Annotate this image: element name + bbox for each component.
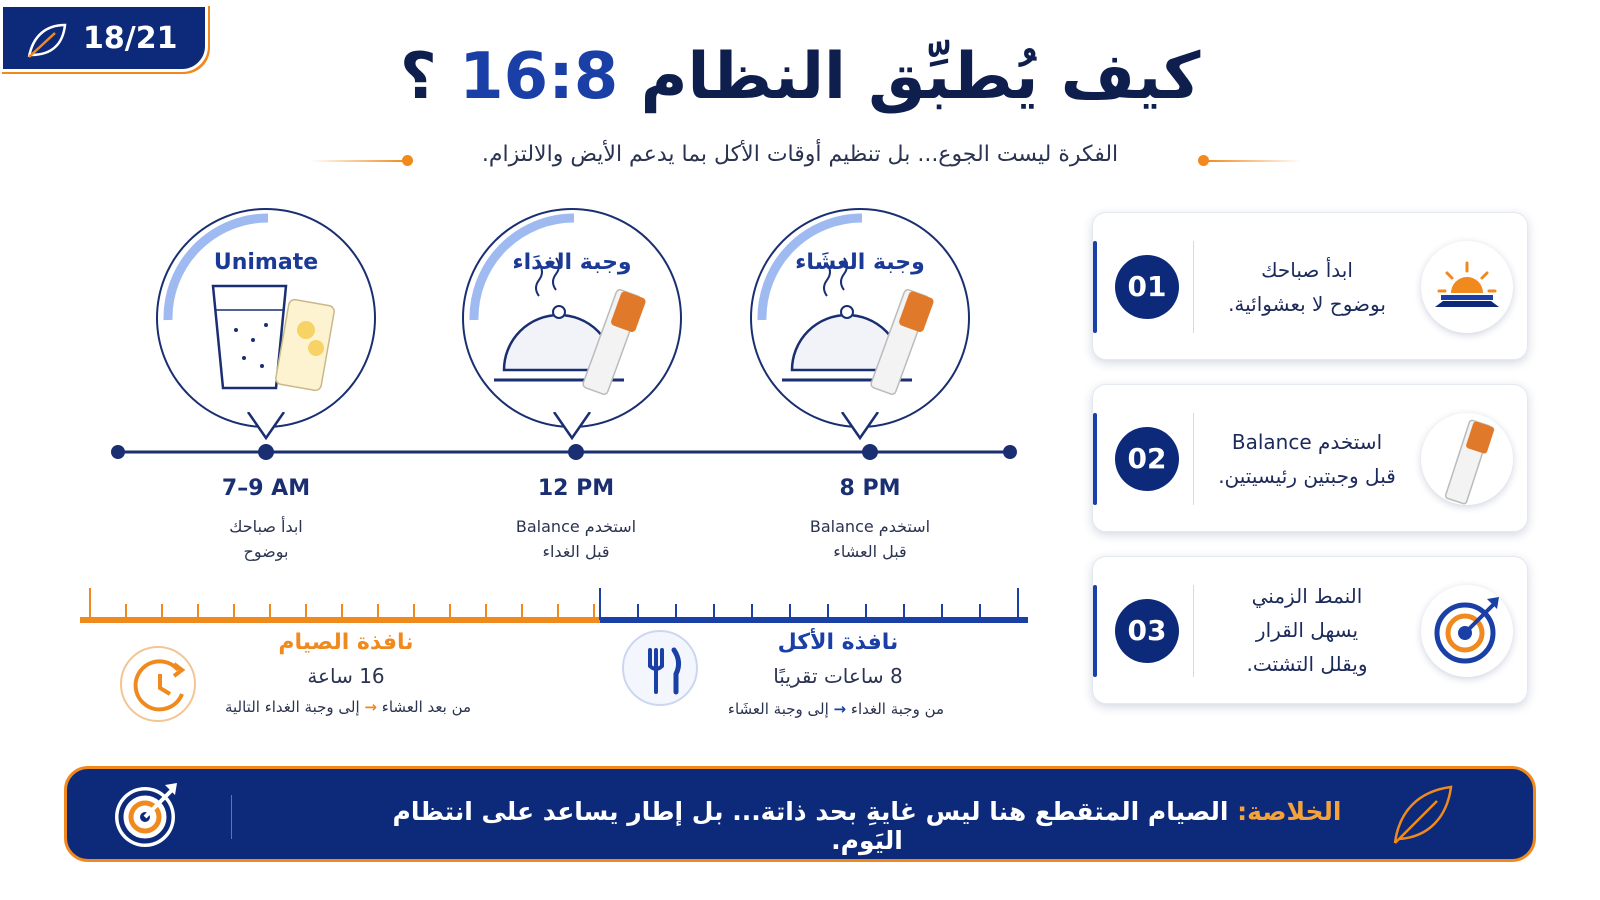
step-text-line1: ابدأ صباحك: [1261, 258, 1353, 282]
bubble-lunch-pointer: [552, 412, 592, 442]
summary-banner: [64, 766, 1536, 862]
timeline-end-dot: [1003, 445, 1017, 459]
step-text-line2: بوضوح لا بعشوائية.: [1228, 292, 1386, 316]
desc-morning-line2: بوضوح: [243, 542, 289, 561]
summary-text: [367, 797, 1367, 855]
bubble-morning: [156, 208, 376, 428]
bubble-dinner-title: وجبة العشَاء: [795, 250, 925, 275]
eating-window-duration: 8 ساعات تقريبًا: [773, 664, 903, 688]
subtitle-row: [0, 142, 1600, 167]
eating-window-icon-wrap: [622, 630, 698, 706]
step-text-line1: النمط الزمني: [1251, 584, 1363, 608]
banner-separator: [231, 795, 232, 839]
target-icon: [1421, 585, 1513, 677]
desc-morning-line1: ابدأ صباحك: [229, 517, 303, 536]
fasting-from: من بعد العشاء: [381, 698, 472, 716]
desc-dinner-line1: استخدم Balance: [809, 517, 931, 536]
fasting-arrow-icon: →: [364, 698, 377, 716]
step-text: [1201, 579, 1413, 681]
water-glass-icon: [213, 286, 286, 388]
step-icon-wrap: [1421, 413, 1513, 505]
step-divider: [1193, 413, 1194, 505]
step-text: [1201, 253, 1413, 321]
time-lunch: 12 PM: [537, 476, 615, 501]
subtitle: الفكرة ليست الجوع... بل تنظيم أوقات الأكل بما يدعم الأيض والالتزام.: [481, 142, 1119, 167]
bubble-lunch-title: وجبة الغدَاء: [512, 250, 632, 275]
step-text-line1: استخدم Balance: [1231, 430, 1383, 454]
step-divider: [1193, 241, 1194, 333]
title-main: كيف يُطبِّق النظام: [640, 40, 1201, 114]
bubble-dinner-pointer: [840, 412, 880, 442]
eating-window-note: [676, 700, 996, 718]
step-icon-wrap: [1421, 241, 1513, 333]
target-icon: [109, 777, 185, 853]
timeline-dot-morning: [258, 444, 274, 460]
summary-body: الصيام المتقطع هنا ليس غايةِ بحد ذاتة... بل إطار يساعد على انتظام اليَوم.: [392, 797, 1229, 855]
sunrise-icon: [1421, 241, 1513, 333]
page-number: 18/21: [83, 21, 178, 56]
step-number: 03: [1115, 599, 1179, 663]
clock-cycle-icon: [122, 648, 198, 724]
title-question-mark: ؟: [399, 40, 437, 114]
desc-lunch-line2: قبل الغداء: [542, 542, 610, 561]
desc-morning: [166, 514, 366, 564]
desc-dinner: [770, 514, 970, 564]
fasting-window-duration: 16 ساعة: [307, 664, 385, 688]
step-card-1: [1092, 212, 1528, 360]
step-icon-wrap: [1421, 585, 1513, 677]
leaf-icon: [1389, 781, 1457, 849]
fasting-to: إلى وجبة الغداء التالية: [224, 698, 360, 716]
fork-knife-icon: [624, 632, 700, 708]
time-morning: 7–9 AM: [221, 476, 311, 501]
desc-lunch: [476, 514, 676, 564]
timeline: [110, 440, 1020, 464]
eating-to: إلى وجبة العشَاء: [727, 700, 829, 718]
eating-arrow-icon: →: [833, 700, 847, 718]
step-divider: [1193, 585, 1194, 677]
bubble-morning-pointer: [246, 412, 286, 442]
timeline-dot-lunch: [568, 444, 584, 460]
page-title: [0, 40, 1600, 114]
step-text-line3: ويقلل التشتت.: [1246, 652, 1368, 676]
step-card-accent-bar: [1093, 241, 1097, 333]
step-card-accent-bar: [1093, 413, 1097, 505]
fasting-window-note: [188, 698, 508, 716]
timeline-start-dot: [111, 445, 125, 459]
bubble-lunch: [462, 208, 682, 428]
bubble-morning-title: Unimate: [213, 250, 319, 275]
fasting-window-title: نافذة الصيام: [278, 630, 414, 655]
step-card-accent-bar: [1093, 585, 1097, 677]
step-number: 02: [1115, 427, 1179, 491]
step-text-line2: يسهل القرار: [1255, 618, 1359, 642]
eating-window-title: نافذة الأكل: [777, 630, 899, 655]
title-ratio: 16:8: [459, 40, 619, 114]
desc-lunch-line1: استخدم Balance: [515, 517, 637, 536]
step-card-3: [1092, 556, 1528, 704]
step-text: [1201, 425, 1413, 493]
summary-label: الخلاصة:: [1237, 797, 1342, 826]
step-text-line2: قبل وجبتين رئيسيتين.: [1218, 464, 1396, 488]
fasting-window-icon-wrap: [120, 646, 196, 722]
desc-dinner-line2: قبل العشاء: [833, 542, 907, 561]
eating-from: من وجبة الغداء: [850, 700, 945, 718]
step-number: 01: [1115, 255, 1179, 319]
timeline-dot-dinner: [862, 444, 878, 460]
bubble-dinner: [750, 208, 970, 428]
step-card-2: [1092, 384, 1528, 532]
balance-sachet-icon: [1421, 413, 1513, 505]
time-dinner: 8 PM: [839, 476, 901, 501]
window-ruler: [78, 584, 1038, 624]
